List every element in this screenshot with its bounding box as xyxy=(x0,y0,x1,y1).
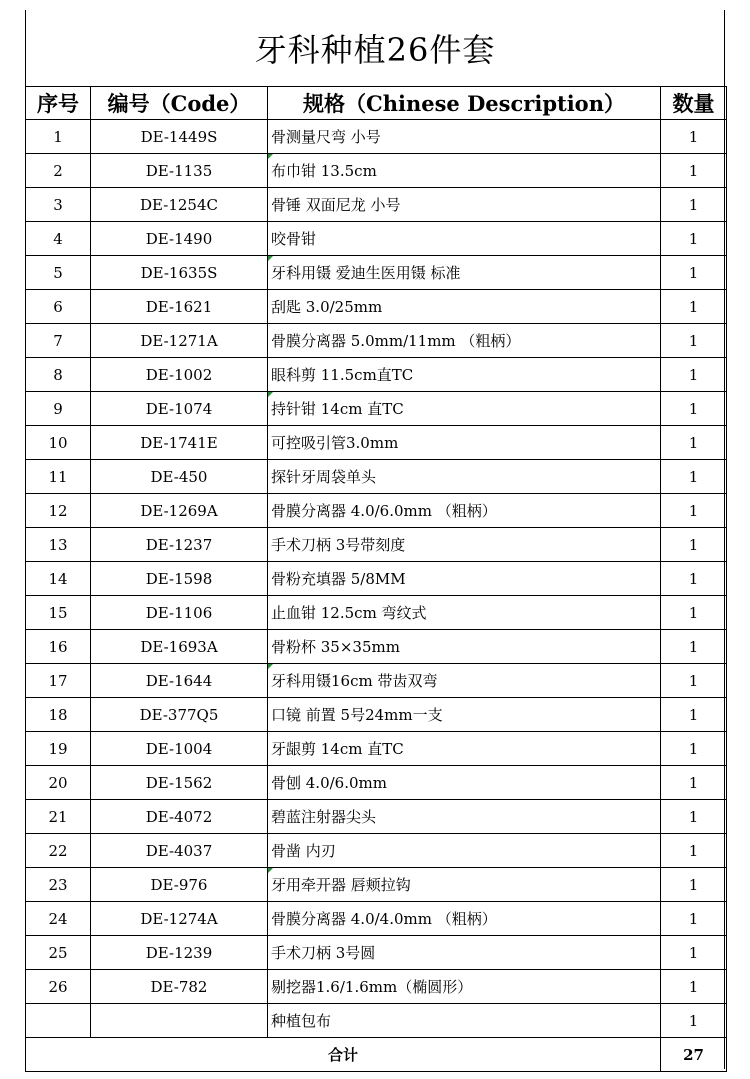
row-description: 骨粉充填器 5/8MM xyxy=(268,562,661,596)
row-code: DE-1741E xyxy=(91,426,268,460)
row-number: 25 xyxy=(26,936,91,970)
row-number: 1 xyxy=(26,120,91,154)
row-description: 骨膜分离器 4.0/4.0mm （粗柄） xyxy=(268,902,661,936)
row-code: DE-1237 xyxy=(91,528,268,562)
row-quantity: 1 xyxy=(661,902,727,936)
row-quantity: 1 xyxy=(661,630,727,664)
row-quantity: 1 xyxy=(661,596,727,630)
total-row xyxy=(26,1038,727,1072)
row-number: 7 xyxy=(26,324,91,358)
table-row xyxy=(26,188,727,222)
table-row xyxy=(26,562,727,596)
row-quantity: 1 xyxy=(661,256,727,290)
row-number: 23 xyxy=(26,868,91,902)
row-number: 3 xyxy=(26,188,91,222)
table-row xyxy=(26,460,727,494)
row-description: 口镜 前置 5号24mm一支 xyxy=(268,698,661,732)
row-description: 可控吸引管3.0mm xyxy=(268,426,661,460)
row-description: 骨凿 内刃 xyxy=(268,834,661,868)
row-description: 骨测量尺弯 小号 xyxy=(268,120,661,154)
row-quantity: 1 xyxy=(661,698,727,732)
table-row xyxy=(26,596,727,630)
row-quantity: 1 xyxy=(661,766,727,800)
row-quantity: 1 xyxy=(661,800,727,834)
row-description: 止血钳 12.5cm 弯纹式 xyxy=(268,596,661,630)
row-number: 17 xyxy=(26,664,91,698)
row-quantity: 1 xyxy=(661,460,727,494)
row-number: 26 xyxy=(26,970,91,1004)
table-row xyxy=(26,222,727,256)
row-code: DE-1644 xyxy=(91,664,268,698)
row-description: 持针钳 14cm 直TC xyxy=(268,392,661,426)
row-code: DE-1274A xyxy=(91,902,268,936)
table-row xyxy=(26,766,727,800)
row-code: DE-1490 xyxy=(91,222,268,256)
row-number: 14 xyxy=(26,562,91,596)
row-code: DE-1074 xyxy=(91,392,268,426)
table-body xyxy=(26,120,727,1072)
row-quantity: 1 xyxy=(661,868,727,902)
row-quantity: 1 xyxy=(661,358,727,392)
row-quantity: 1 xyxy=(661,188,727,222)
row-description: 骨膜分离器 5.0mm/11mm （粗柄） xyxy=(268,324,661,358)
table-row xyxy=(26,154,727,188)
total-qty: 27 xyxy=(661,1038,727,1072)
row-quantity: 1 xyxy=(661,154,727,188)
table-row xyxy=(26,392,727,426)
table-row xyxy=(26,834,727,868)
row-description: 骨粉杯 35×35mm xyxy=(268,630,661,664)
row-number: 5 xyxy=(26,256,91,290)
row-code: DE-450 xyxy=(91,460,268,494)
row-description: 手术刀柄 3号圆 xyxy=(268,936,661,970)
row-number: 6 xyxy=(26,290,91,324)
row-code: DE-1693A xyxy=(91,630,268,664)
row-number: 20 xyxy=(26,766,91,800)
row-number: 16 xyxy=(26,630,91,664)
row-code: DE-377Q5 xyxy=(91,698,268,732)
row-code: DE-1239 xyxy=(91,936,268,970)
row-description: 碧蓝注射器尖头 xyxy=(268,800,661,834)
row-quantity: 1 xyxy=(661,936,727,970)
row-quantity: 1 xyxy=(661,426,727,460)
row-quantity: 1 xyxy=(661,664,727,698)
table-row xyxy=(26,936,727,970)
row-number: 13 xyxy=(26,528,91,562)
header-code: 编号（Code） xyxy=(91,87,268,120)
table-row xyxy=(26,902,727,936)
row-quantity: 1 xyxy=(661,834,727,868)
instrument-table xyxy=(25,86,727,1072)
row-description: 牙科用镊16cm 带齿双弯 xyxy=(268,664,661,698)
row-number: 9 xyxy=(26,392,91,426)
table-row xyxy=(26,800,727,834)
row-description: 种植包布 xyxy=(268,1004,661,1038)
table-row xyxy=(26,1004,727,1038)
row-quantity: 1 xyxy=(661,494,727,528)
row-quantity: 1 xyxy=(661,222,727,256)
row-code: DE-1598 xyxy=(91,562,268,596)
row-number: 12 xyxy=(26,494,91,528)
row-description: 探针牙周袋单头 xyxy=(268,460,661,494)
row-number: 24 xyxy=(26,902,91,936)
row-code: DE-1004 xyxy=(91,732,268,766)
row-number: 22 xyxy=(26,834,91,868)
row-number: 10 xyxy=(26,426,91,460)
sheet-title: 牙科种植26件套 xyxy=(254,31,496,69)
table-row xyxy=(26,528,727,562)
table-row xyxy=(26,970,727,1004)
row-code: DE-1002 xyxy=(91,358,268,392)
row-description: 眼科剪 11.5cm直TC xyxy=(268,358,661,392)
row-quantity: 1 xyxy=(661,290,727,324)
row-description: 牙用牵开器 唇颊拉钩 xyxy=(268,868,661,902)
row-code: DE-1621 xyxy=(91,290,268,324)
row-description: 刮匙 3.0/25mm xyxy=(268,290,661,324)
row-description: 牙龈剪 14cm 直TC xyxy=(268,732,661,766)
row-number: 11 xyxy=(26,460,91,494)
row-code: DE-1269A xyxy=(91,494,268,528)
row-code: DE-1449S xyxy=(91,120,268,154)
table-row xyxy=(26,494,727,528)
table-row xyxy=(26,358,727,392)
row-quantity: 1 xyxy=(661,732,727,766)
row-description: 手术刀柄 3号带刻度 xyxy=(268,528,661,562)
row-number: 19 xyxy=(26,732,91,766)
row-description: 布巾钳 13.5cm xyxy=(268,154,661,188)
table-row xyxy=(26,256,727,290)
row-quantity: 1 xyxy=(661,324,727,358)
row-description: 骨刨 4.0/6.0mm xyxy=(268,766,661,800)
row-code xyxy=(91,1004,268,1038)
row-description: 剔挖器1.6/1.6mm（椭圆形） xyxy=(268,970,661,1004)
header-row xyxy=(26,87,727,120)
table-row xyxy=(26,120,727,154)
header-no: 序号 xyxy=(26,87,91,120)
row-number: 4 xyxy=(26,222,91,256)
table-row xyxy=(26,426,727,460)
table-row xyxy=(26,698,727,732)
header-qty: 数量 xyxy=(661,87,727,120)
row-number: 8 xyxy=(26,358,91,392)
total-label: 合计 xyxy=(26,1038,661,1072)
row-code: DE-1135 xyxy=(91,154,268,188)
row-code: DE-1254C xyxy=(91,188,268,222)
row-number xyxy=(26,1004,91,1038)
row-number: 15 xyxy=(26,596,91,630)
row-code: DE-1562 xyxy=(91,766,268,800)
row-quantity: 1 xyxy=(661,392,727,426)
row-quantity: 1 xyxy=(661,562,727,596)
header-desc: 规格（Chinese Description） xyxy=(268,87,661,120)
row-description: 牙科用镊 爱迪生医用镊 标准 xyxy=(268,256,661,290)
row-number: 2 xyxy=(26,154,91,188)
table-row xyxy=(26,868,727,902)
table-row xyxy=(26,732,727,766)
row-code: DE-4072 xyxy=(91,800,268,834)
row-description: 骨膜分离器 4.0/6.0mm （粗柄） xyxy=(268,494,661,528)
row-quantity: 1 xyxy=(661,1004,727,1038)
row-code: DE-1271A xyxy=(91,324,268,358)
row-code: DE-1106 xyxy=(91,596,268,630)
table-row xyxy=(26,324,727,358)
row-quantity: 1 xyxy=(661,120,727,154)
row-code: DE-782 xyxy=(91,970,268,1004)
table-row xyxy=(26,664,727,698)
row-code: DE-1635S xyxy=(91,256,268,290)
row-quantity: 1 xyxy=(661,528,727,562)
row-code: DE-4037 xyxy=(91,834,268,868)
row-number: 18 xyxy=(26,698,91,732)
table-row xyxy=(26,630,727,664)
table-row xyxy=(26,290,727,324)
row-number: 21 xyxy=(26,800,91,834)
row-code: DE-976 xyxy=(91,868,268,902)
row-quantity: 1 xyxy=(661,970,727,1004)
row-description: 骨锤 双面尼龙 小号 xyxy=(268,188,661,222)
row-description: 咬骨钳 xyxy=(268,222,661,256)
